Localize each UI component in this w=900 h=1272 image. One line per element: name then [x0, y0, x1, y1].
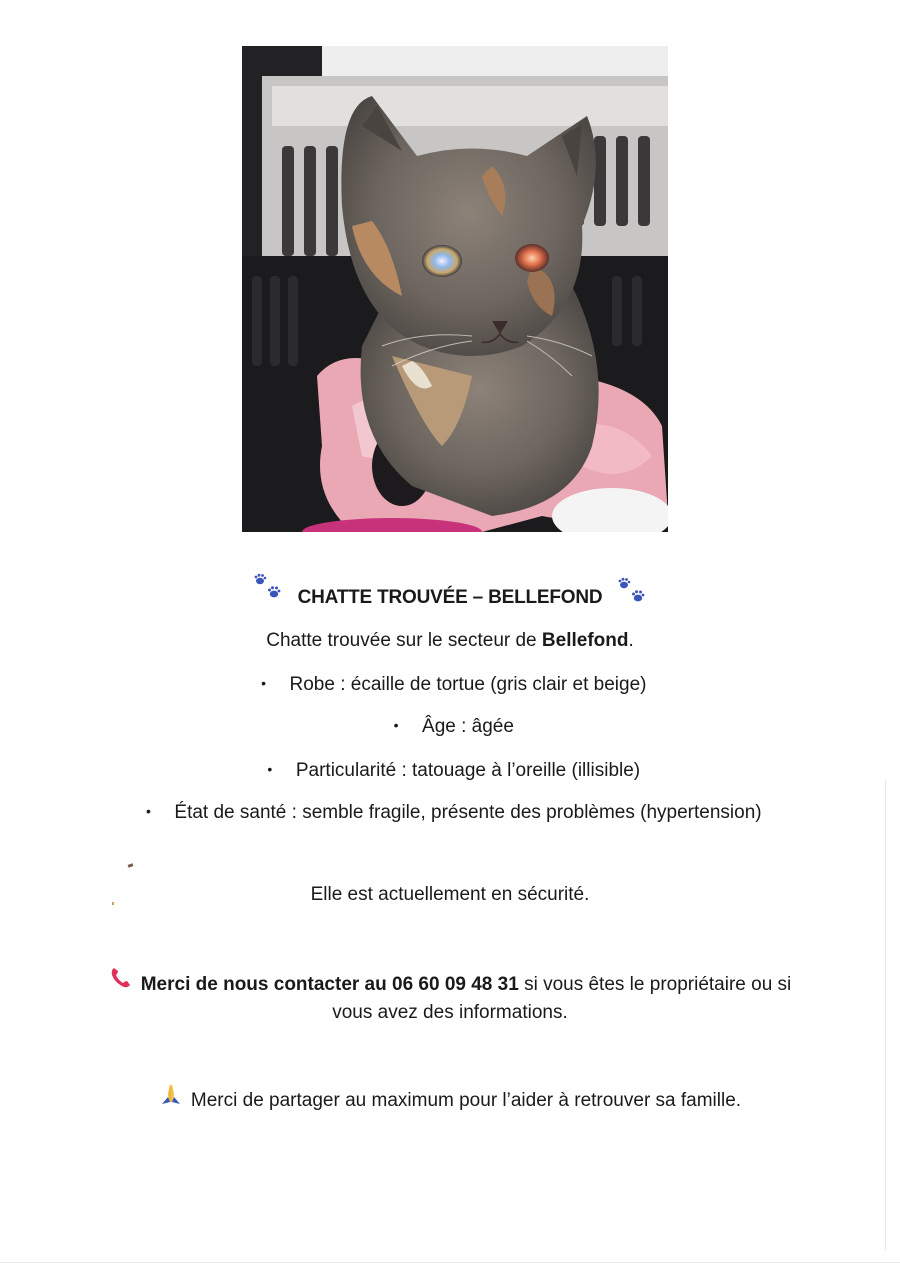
detail-item — [0, 760, 900, 782]
bullet: • — [393, 717, 399, 733]
detail-age: Âge : âgée — [422, 716, 514, 737]
praying-hands-icon — [159, 1082, 183, 1112]
detail-sante: État de santé : semble fragile, présente des problèmes (hypertension) — [174, 802, 762, 823]
flyer-heading — [0, 580, 900, 616]
phone-icon — [109, 966, 133, 996]
share-line — [0, 1086, 900, 1116]
paw-prints-icon — [617, 576, 647, 612]
paw-prints-icon — [253, 572, 283, 608]
detail-item — [0, 802, 900, 824]
intro-text: Chatte trouvée sur le secteur de — [266, 630, 542, 651]
contact-text-line1: si vous êtes le propriétaire ou si — [518, 974, 792, 996]
page-bottom-edge — [0, 1262, 900, 1263]
intro-place: Bellefond — [541, 630, 629, 651]
scan-speck — [128, 863, 134, 868]
share-text: Merci de partager au maximum pour l’aider à retrouver sa famille. — [190, 1090, 742, 1112]
bullet: • — [145, 803, 151, 819]
detail-robe: Robe : écaille de tortue (gris clair et beige) — [289, 674, 647, 695]
contact-text-line2: vous avez des informations. — [332, 1002, 568, 1023]
status-line — [0, 884, 900, 906]
contact-bold-text: Merci de nous contacter au 06 60 09 48 31 — [140, 974, 519, 996]
intro-line — [0, 630, 900, 652]
status-text: Elle est actuellement en sécurité. — [310, 884, 590, 905]
contact-line-2 — [0, 1002, 900, 1024]
detail-item — [0, 674, 900, 696]
bullet: • — [261, 675, 266, 691]
detail-item — [0, 716, 900, 738]
contact-line-1 — [0, 970, 900, 1000]
bullet: • — [267, 761, 273, 777]
flyer-title: CHATTE TROUVÉE – BELLEFOND — [297, 587, 603, 609]
intro-end: . — [628, 630, 634, 651]
cat-photo — [242, 46, 668, 532]
detail-particularite: Particularité : tatouage à l’oreille (illisible) — [295, 760, 641, 781]
